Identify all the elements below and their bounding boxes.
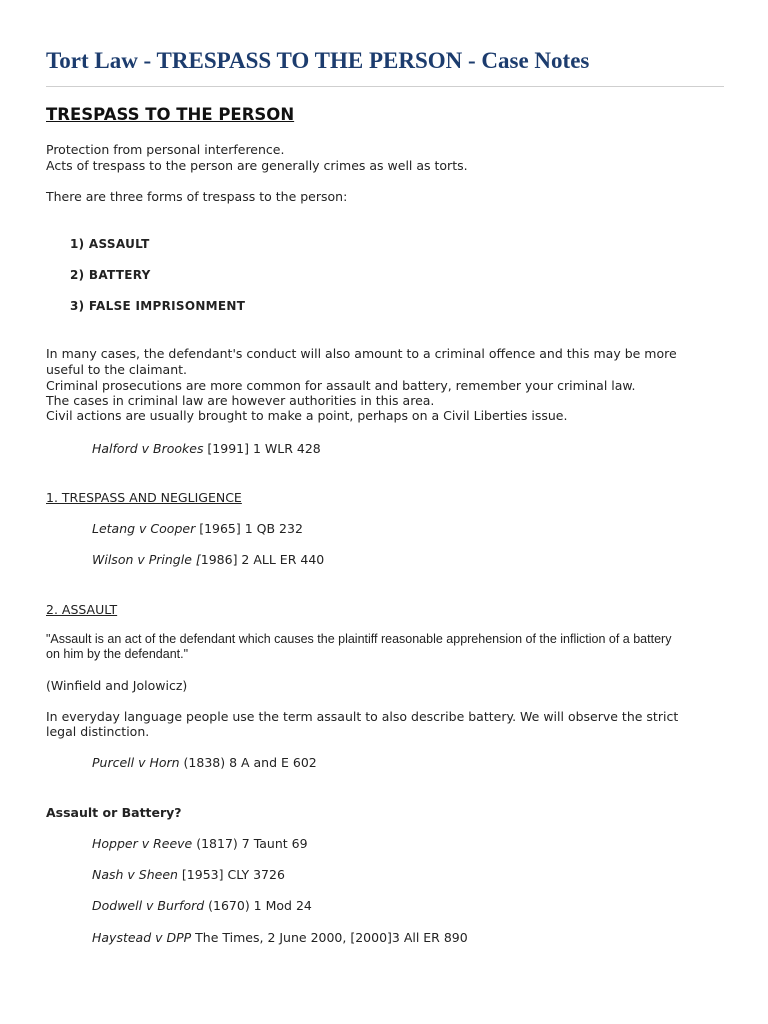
case-reference: The Times, 2 June 2000, [2000]3 All ER 890: [191, 930, 468, 945]
section-heading-assault: 2. ASSAULT: [46, 602, 118, 617]
case-reference: 1986] 2 ALL ER 440: [200, 552, 325, 567]
section-heading-trespass-negligence: 1. TRESPASS AND NEGLIGENCE: [46, 490, 242, 505]
form-item-assault: 1) ASSAULT: [70, 237, 150, 251]
document-title: Tort Law - TRESPASS TO THE PERSON - Case Notes: [46, 48, 590, 73]
case-citation: [92, 836, 308, 851]
form-item-false-imprisonment: 3) FALSE IMPRISONMENT: [70, 299, 246, 313]
case-citation: [92, 755, 317, 770]
para1-line-3: Criminal prosecutions are more common for assault and battery, remember your criminal law.: [46, 378, 636, 393]
case-reference: [1953] CLY 3726: [177, 867, 285, 882]
para1-line-2: useful to the claimant.: [46, 362, 188, 377]
main-heading: TRESPASS TO THE PERSON: [46, 105, 295, 124]
intro-line-1: Protection from personal interference.: [46, 142, 285, 157]
subheading-assault-or-battery: Assault or Battery?: [46, 805, 182, 820]
para2-line-1: In everyday language people use the term assault to also describe battery. We will observe the strict: [46, 709, 679, 724]
quote-line-1: "Assault is an act of the defendant which causes the plaintiff reasonable apprehension of the infliction of a battery: [46, 632, 672, 646]
case-name: Dodwell v Burford: [92, 898, 205, 913]
case-citation: [92, 930, 468, 945]
case-citation: [92, 898, 312, 913]
case-name: Nash v Sheen: [92, 867, 178, 882]
case-name: Letang v Cooper: [92, 521, 196, 536]
case-reference: (1838) 8 A and E 602: [179, 755, 317, 770]
case-name: Hopper v Reeve: [92, 836, 193, 851]
case-citation: [92, 441, 321, 456]
case-citation: [92, 521, 303, 536]
title-divider: [46, 86, 724, 87]
case-name: Haystead v DPP: [92, 930, 192, 945]
quote-source: (Winfield and Jolowicz): [46, 678, 188, 693]
para1-line-4: The cases in criminal law are however authorities in this area.: [46, 393, 435, 408]
case-name: Halford v Brookes: [92, 441, 204, 456]
form-item-battery: 2) BATTERY: [70, 268, 151, 282]
para1-line-1: In many cases, the defendant's conduct will also amount to a criminal offence and this may be more: [46, 346, 677, 361]
case-reference: (1817) 7 Taunt 69: [192, 836, 308, 851]
case-citation: [92, 552, 324, 567]
para2-line-2: legal distinction.: [46, 724, 150, 739]
intro-line-2: Acts of trespass to the person are generally crimes as well as torts.: [46, 158, 468, 173]
case-reference: [1965] 1 QB 232: [195, 521, 303, 536]
case-reference: [1991] 1 WLR 428: [203, 441, 321, 456]
case-citation: [92, 867, 285, 882]
intro-line-3: There are three forms of trespass to the person:: [46, 189, 348, 204]
case-name: Purcell v Horn: [92, 755, 180, 770]
case-name: Wilson v Pringle [: [92, 552, 201, 567]
quote-line-2: on him by the defendant.": [46, 647, 189, 661]
para1-line-5: Civil actions are usually brought to make a point, perhaps on a Civil Liberties issue.: [46, 408, 568, 423]
case-reference: (1670) 1 Mod 24: [204, 898, 312, 913]
